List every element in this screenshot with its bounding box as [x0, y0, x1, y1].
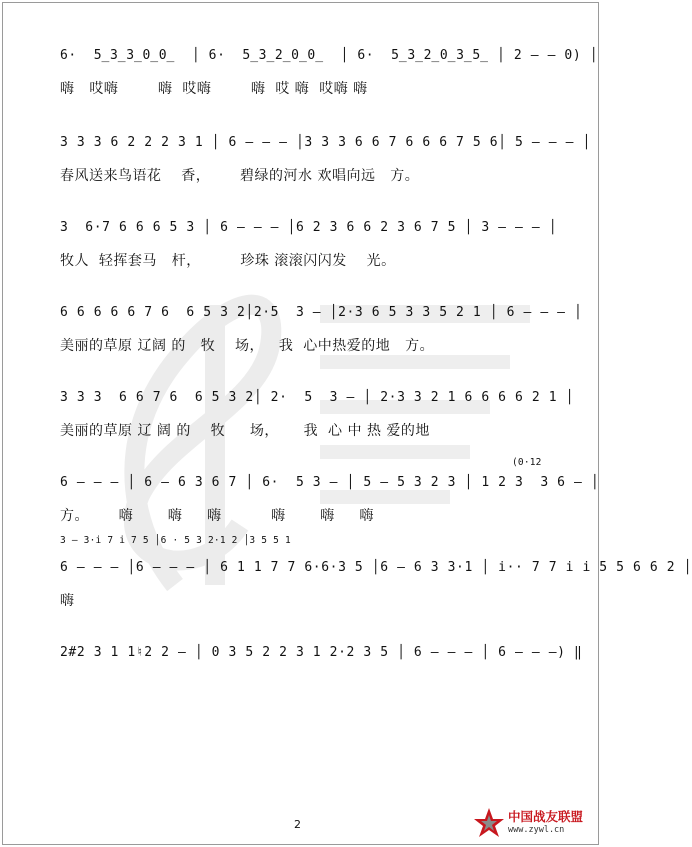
lyrics: 美丽的草原 辽 阔 的 牧 场， 我 心 中 热 爱的地: [60, 423, 430, 439]
notation: 6 – – – │6 – – – │ 6 1 1 7 7 6·6·3 5 │6 – 6 3 3·1 │ i·· 7 7 i i 5 5 6 6 2 │: [60, 560, 692, 575]
lyrics: 牧人 轻挥套马 杆， 珍珠 滚滚闪闪发 光。: [60, 253, 396, 269]
lyrics: 春风送来鸟语花 香， 碧绿的河水 欢唱向远 方。: [60, 168, 420, 184]
notation: 6 6 6 6 6 7 6 6 5 3 2│2·5 3 – │2·3 6 5 3 3 5 2 1 │ 6 – – – │: [60, 305, 583, 320]
page-number: 2: [294, 818, 301, 831]
notation: 3 3 3 6 2 2 2 3 1 │ 6 – – – │3 3 3 6 6 7 6 6 6 7 5 6│ 5 – – – │: [60, 135, 591, 150]
site-logo: [472, 806, 592, 840]
notation: 6 – – – │ 6 – 6 3 6 7 │ 6· 5 3 – │ 5 – 5 3 2 3 │ 1 2 3 3 6 – │: [60, 475, 600, 490]
notation: 2#2 3 1 1♮2 2 – │ 0 3 5 2 2 3 1 2·2 3 5 │ 6 – – – │ 6 – – –) ‖: [60, 645, 583, 660]
logo-name: 中国战友联盟: [508, 809, 584, 824]
lyrics: 嗨 哎嗨 嗨 哎嗨 嗨 哎 嗨 哎嗨 嗨: [60, 81, 368, 97]
lyrics: 方。 嗨 嗨 嗨 嗨 嗨 嗨: [60, 508, 375, 524]
notation: 6· 5̲3̲3̲0̲0̲ │ 6· 5̲3̲2̲0̲0̲ │ 6· 5̲3̲2̲0̲3̲5̲ │ 2 – – 0) │: [60, 48, 599, 63]
notation: 3 3 3 6 6 7 6 6 5 3 2│ 2· 5 3 – │ 2·3 3 2 1 6 6 6 6 2 1 │: [60, 390, 575, 405]
logo-url: www.zywl.cn: [508, 825, 565, 835]
annotation: (0·12: [512, 457, 542, 468]
star-icon: [472, 806, 506, 840]
lyrics: 美丽的草原 辽阔 的 牧 场， 我 心中热爱的地 方。: [60, 338, 435, 354]
lyrics: 嗨: [60, 593, 75, 609]
cue-notes: 3 – 3·i 7 i 7 5 │6 · 5 3 2·1 2 │3 5 5 1: [60, 535, 291, 546]
notation: 3 6·7 6 6 6 5 3 │ 6 – – – │6 2 3 6 6 2 3 6 7 5 │ 3 – – – │: [60, 220, 558, 235]
